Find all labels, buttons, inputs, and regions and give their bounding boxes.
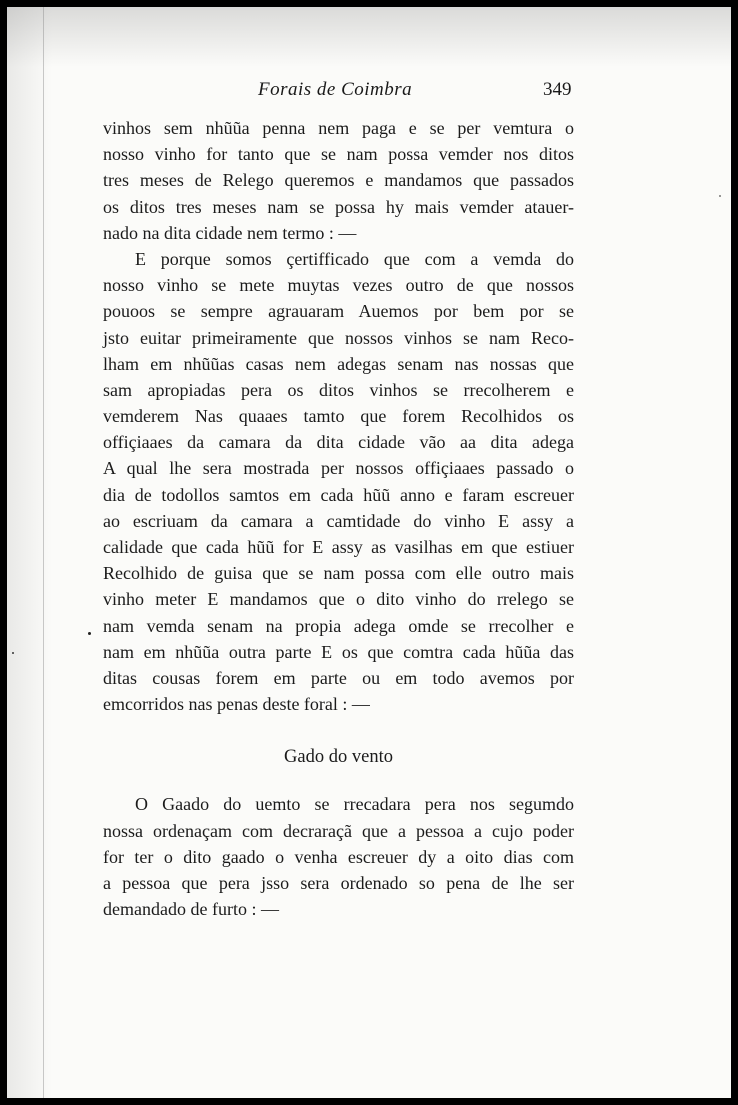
ink-speck bbox=[12, 652, 14, 654]
text-line: A qual lhe sera mostrada per nossos offiçiaaes passado o bbox=[103, 458, 574, 479]
book-page bbox=[7, 7, 731, 1098]
text-line: vinho meter E mandamos que o dito vinho do rrelego se bbox=[103, 589, 574, 610]
text-line: vemderem Nas quaaes tamto que forem Recolhidos os bbox=[103, 406, 574, 427]
body-text bbox=[103, 115, 574, 922]
text-line: nosso vinho for tanto que se nam possa vemder nos ditos bbox=[103, 144, 574, 165]
text-line: nam em nhũũa outra parte E os que comtra cada hũũa das bbox=[103, 641, 574, 662]
text-line: emcorridos nas penas deste foral : — bbox=[103, 694, 370, 715]
text-line: nosso vinho se mete muytas vezes outro de que nossos bbox=[103, 275, 574, 296]
page-header bbox=[7, 75, 731, 105]
text-line: os ditos tres meses nam se possa hy mais vemder atauer- bbox=[103, 196, 574, 217]
text-line: dia de todollos samtos em cada hũũ anno e faram escreuer bbox=[103, 484, 574, 505]
ink-speck bbox=[719, 195, 721, 197]
text-line: lham em nhũũas casas nem adegas senam nas nossas que bbox=[103, 353, 574, 374]
text-line: ao escriuam da camara a camtidade do vinho E assy a bbox=[103, 510, 574, 531]
text-line: tres meses de Relego queremos e mandamos que passados bbox=[103, 170, 574, 191]
ink-speck bbox=[88, 632, 91, 635]
text-line: jsto euitar primeiramente que nossos vinhos se nam Reco- bbox=[103, 327, 574, 348]
paragraph-2 bbox=[103, 246, 574, 717]
text-line: nam vemda senam na propia adega omde se rrecolher e bbox=[103, 615, 574, 636]
text-line: sam apropiadas pera os ditos vinhos se rrecolherem e bbox=[103, 379, 574, 400]
page-fold-line bbox=[43, 7, 44, 1098]
text-line: a pessoa que pera jsso sera ordenado so pena de lhe ser bbox=[103, 872, 574, 893]
text-line: nado na dita cidade nem termo : — bbox=[103, 222, 357, 243]
section-title: Gado do vento bbox=[284, 747, 393, 768]
paragraph-1 bbox=[103, 115, 574, 246]
text-line: demandado de furto : — bbox=[103, 899, 279, 920]
text-line: Recolhido de guisa que se nam possa com elle outro mais bbox=[103, 563, 574, 584]
text-line: vinhos sem nhũũa penna nem paga e se per vemtura o bbox=[103, 118, 574, 138]
text-line: nossa ordenaçam com decraraçã que a pessoa a cujo poder bbox=[103, 820, 574, 841]
running-title: Forais de Coimbra bbox=[258, 79, 413, 100]
text-line: calidade que cada hũũ for E assy as vasilhas em que estiuer bbox=[103, 537, 574, 557]
page-number: 349 bbox=[543, 79, 572, 100]
text-line: ditas cousas forem em parte ou em todo avemos por bbox=[103, 667, 574, 688]
paragraph-3 bbox=[103, 791, 574, 922]
text-line: for ter o dito gaado o venha escreuer dy a oito dias com bbox=[103, 846, 574, 867]
text-line: offiçiaaes da camara da dita cidade vão aa dita adega bbox=[103, 432, 574, 453]
text-line: E porque somos çertifficado que com a vemda do bbox=[135, 248, 574, 269]
text-line: pouoos se sempre agrauaram Auemos por bem por se bbox=[103, 301, 574, 322]
text-line: O Gaado do uemto se rrecadara pera nos segumdo bbox=[135, 794, 574, 815]
